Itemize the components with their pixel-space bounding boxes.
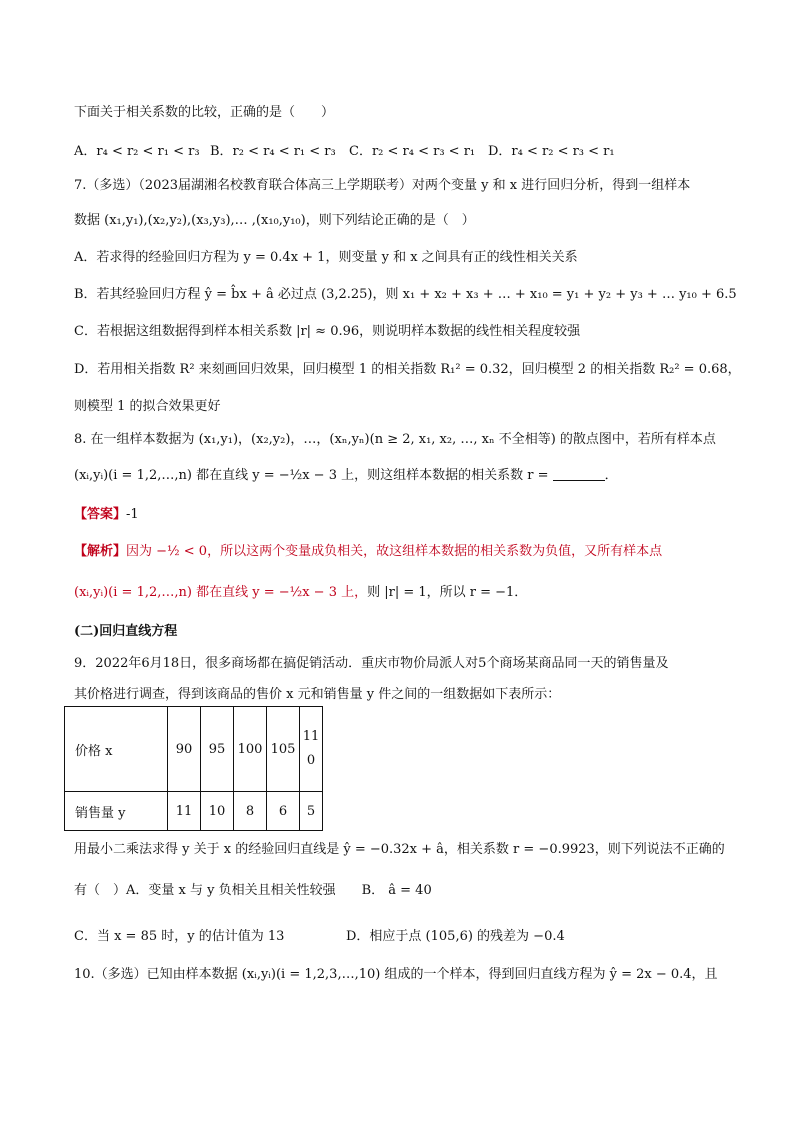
answer-blank <box>553 468 605 481</box>
analysis-text1: 因为 −½ < 0，所以这两个变量成负相关，故这组样本数据的相关系数为负值，又所有样本点 <box>126 544 663 559</box>
q7-option-d-line1: D．若用相关指数 R² 来刻画回归效果，回归模型 1 的相关指数 R₁² = 0.32，回归模型 2 的相关指数 R₂² = 0.68， <box>74 362 741 377</box>
table-cell: 10 <box>201 792 234 831</box>
q7-option-c: C．若根据这组数据得到样本相关系数 |r| ≈ 0.96，则说明样本数据的线性相关程度较强 <box>74 324 581 339</box>
q8-line2-text: (xᵢ,yᵢ)(i = 1,2,…,n) 都在直线 y = −½x − 3 上，则这组样本数据的相关系数 r = <box>74 468 553 483</box>
q7-option-a: A．若求得的经验回归方程为 y = 0.4x + 1，则变量 y 和 x 之间具有正的线性相关关系 <box>74 250 578 265</box>
analysis-text3: 则 |r| = 1，所以 r = −1． <box>367 585 528 600</box>
answer-line <box>74 505 734 525</box>
q7-option-d-line2: 则模型 1 的拟合效果更好 <box>74 399 221 414</box>
question-7-stem-line1: 7.（多选）（2023届湖湘名校教育联合体高三上学期联考）对两个变量 y 和 x 进行回归分析，得到一组样本 <box>74 178 691 193</box>
question-9-stem-line1: 9．2022年6月18日，很多商场都在搞促销活动．重庆市物价局派人对5个商场某商品同一天的销售量及 <box>74 656 669 671</box>
table-cell: 11 <box>168 792 201 831</box>
table-cell: 100 <box>234 707 267 792</box>
q8-line2-end: ． <box>604 468 618 483</box>
analysis-tag: 【解析】 <box>74 544 127 559</box>
question-8-stem-line1: 8. 在一组样本数据为 (x₁,y₁)，(x₂,y₂)，…，(xₙ,yₙ)(n ≥ 2, x₁, x₂, …, xₙ 不全相等) 的散点图中，若所有样本点 <box>74 432 716 447</box>
table-header-sales: 销售量 y <box>65 792 168 831</box>
answer-tag: 【答案】 <box>74 507 127 522</box>
table-cell: 5 <box>300 792 323 831</box>
question-9-line3: 用最小二乘法求得 y 关于 x 的经验回归直线是 ŷ = −0.32x + â，相关系数 r = −0.9923，则下列说法不正确的 <box>74 842 725 857</box>
question-9-line4: 有（ ）A．变量 x 与 y 负相关且相关性较强 B． â = 40 <box>74 883 432 898</box>
question-9-stem-line2: 其价格进行调查，得到该商品的售价 x 元和销售量 y 件之间的一组数据如下表所示： <box>74 687 561 702</box>
analysis-line2 <box>74 583 734 603</box>
q6-option-b: B．r₂ < r₄ < r₁ < r₃ <box>210 144 336 159</box>
q7-option-b: B．若其经验回归方程 ŷ = b̂x + â 必过点 (3,2.25)，则 x₁ + x₂ + x₃ + … + x₁₀ = y₁ + y₂ + y₃ + … y₁₀ + 6.5 <box>74 287 737 302</box>
q9-option-d: D．相应于点 (105,6) 的残差为 −0.4 <box>346 929 565 944</box>
table-cell-wrapped <box>300 707 323 792</box>
q9-option-c: C．当 x = 85 时，y 的估计值为 13 <box>74 929 285 944</box>
table-header-price: 价格 x <box>65 707 168 792</box>
table-cell: 105 <box>267 707 300 792</box>
answer-value: -1 <box>126 507 139 522</box>
q6-option-c: C．r₂ < r₄ < r₃ < r₁ <box>349 144 476 159</box>
question-8-stem-line2 <box>74 466 734 486</box>
table-cell: 6 <box>267 792 300 831</box>
question-7-stem-line2: 数据 (x₁,y₁),(x₂,y₂),(x₃,y₃),… ,(x₁₀,y₁₀)，则下列结论正确的是（ ） <box>74 213 475 228</box>
table-cell-part: 11 <box>302 729 320 744</box>
table-row <box>65 792 323 831</box>
table-row <box>65 707 323 792</box>
table-cell: 8 <box>234 792 267 831</box>
question-10-stem: 10.（多选）已知由样本数据 (xᵢ,yᵢ)(i = 1,2,3,…,10) 组成的一个样本，得到回归直线方程为 ŷ = 2x − 0.4，且 <box>74 967 718 982</box>
analysis-text2: (xᵢ,yᵢ)(i = 1,2,…,n) 都在直线 y = −½x − 3 上， <box>74 585 368 600</box>
q6-option-a: A．r₄ < r₂ < r₁ < r₃ <box>74 144 200 159</box>
analysis-line1 <box>74 542 734 562</box>
table-cell: 90 <box>168 707 201 792</box>
section-heading: (二)回归直线方程 <box>74 624 178 639</box>
q6-option-d: D．r₄ < r₂ < r₃ < r₁ <box>488 144 615 159</box>
question-6-stem: 下面关于相关系数的比较，正确的是（ ） <box>74 105 335 120</box>
table-cell-part: 0 <box>306 753 316 768</box>
price-sales-table <box>64 706 323 831</box>
table-cell: 95 <box>201 707 234 792</box>
